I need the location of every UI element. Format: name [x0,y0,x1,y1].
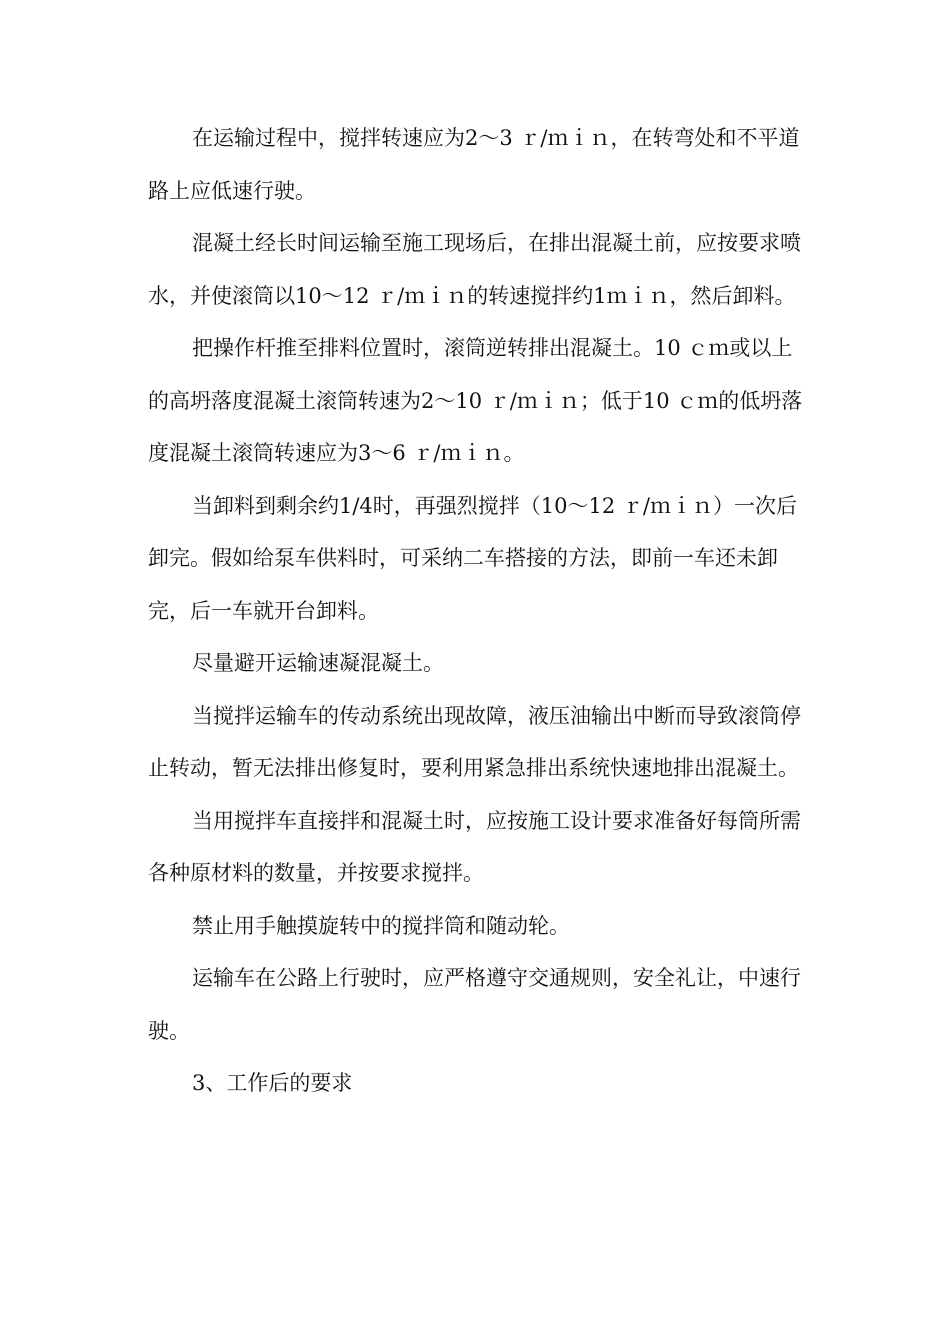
paragraph-direct-mixing: 当用搅拌车直接拌和混凝土时，应按施工设计要求准备好每筒所需各种原材料的数量，并按要求搅拌。 [148,808,801,885]
section-heading-after-work: 3、工作后的要求 [192,1071,353,1095]
paragraph-avoid-quick-setting-concrete: 尽量避开运输速凝混凝土。 [192,651,444,675]
paragraph-emergency-discharge: 当搅拌运输车的传动系统出现故障，液压油输出中断而导致滚筒停止转动，暂无法排出修复时，要利用紧急排出系统快速地排出混凝土。 [148,703,801,780]
document-body [148,112,803,1110]
paragraph-mixer-speed-in-transit: 在运输过程中，搅拌转速应为2～3 ｒ/ｍｉｎ，在转弯处和不平道路上应低速行驶。 [148,126,800,203]
paragraph-water-spray-before-discharge: 混凝土经长时间运输至施工现场后，在排出混凝土前，应按要求喷水，并使滚筒以10～12 ｒ/ｍｉｎ的转速搅拌约1ｍｉｎ，然后卸料。 [148,231,801,308]
paragraph-no-touching-drum: 禁止用手触摸旋转中的搅拌筒和随动轮。 [192,913,570,938]
paragraph-road-traffic-rules: 运输车在公路上行驶时，应严格遵守交通规则，安全礼让，中速行驶。 [148,966,801,1043]
paragraph-final-mixing-and-pump-supply: 当卸料到剩余约1/4时，再强烈搅拌（10～12 ｒ/ｍｉｎ）一次后卸完。假如给泵车供料时，可采纳二车搭接的方法，即前一车还未卸完，后一车就开台卸料。 [148,493,797,623]
paragraph-discharge-drum-speed: 把操作杆推至排料位置时，滚筒逆转排出混凝土。10 ｃｍ或以上的高坍落度混凝土滚筒转速为2～10 ｒ/ｍｉｎ；低于10 ｃｍ的低坍落度混凝土滚筒转速应为3～6 ｒ/ｍｉｎ。 [148,336,803,465]
